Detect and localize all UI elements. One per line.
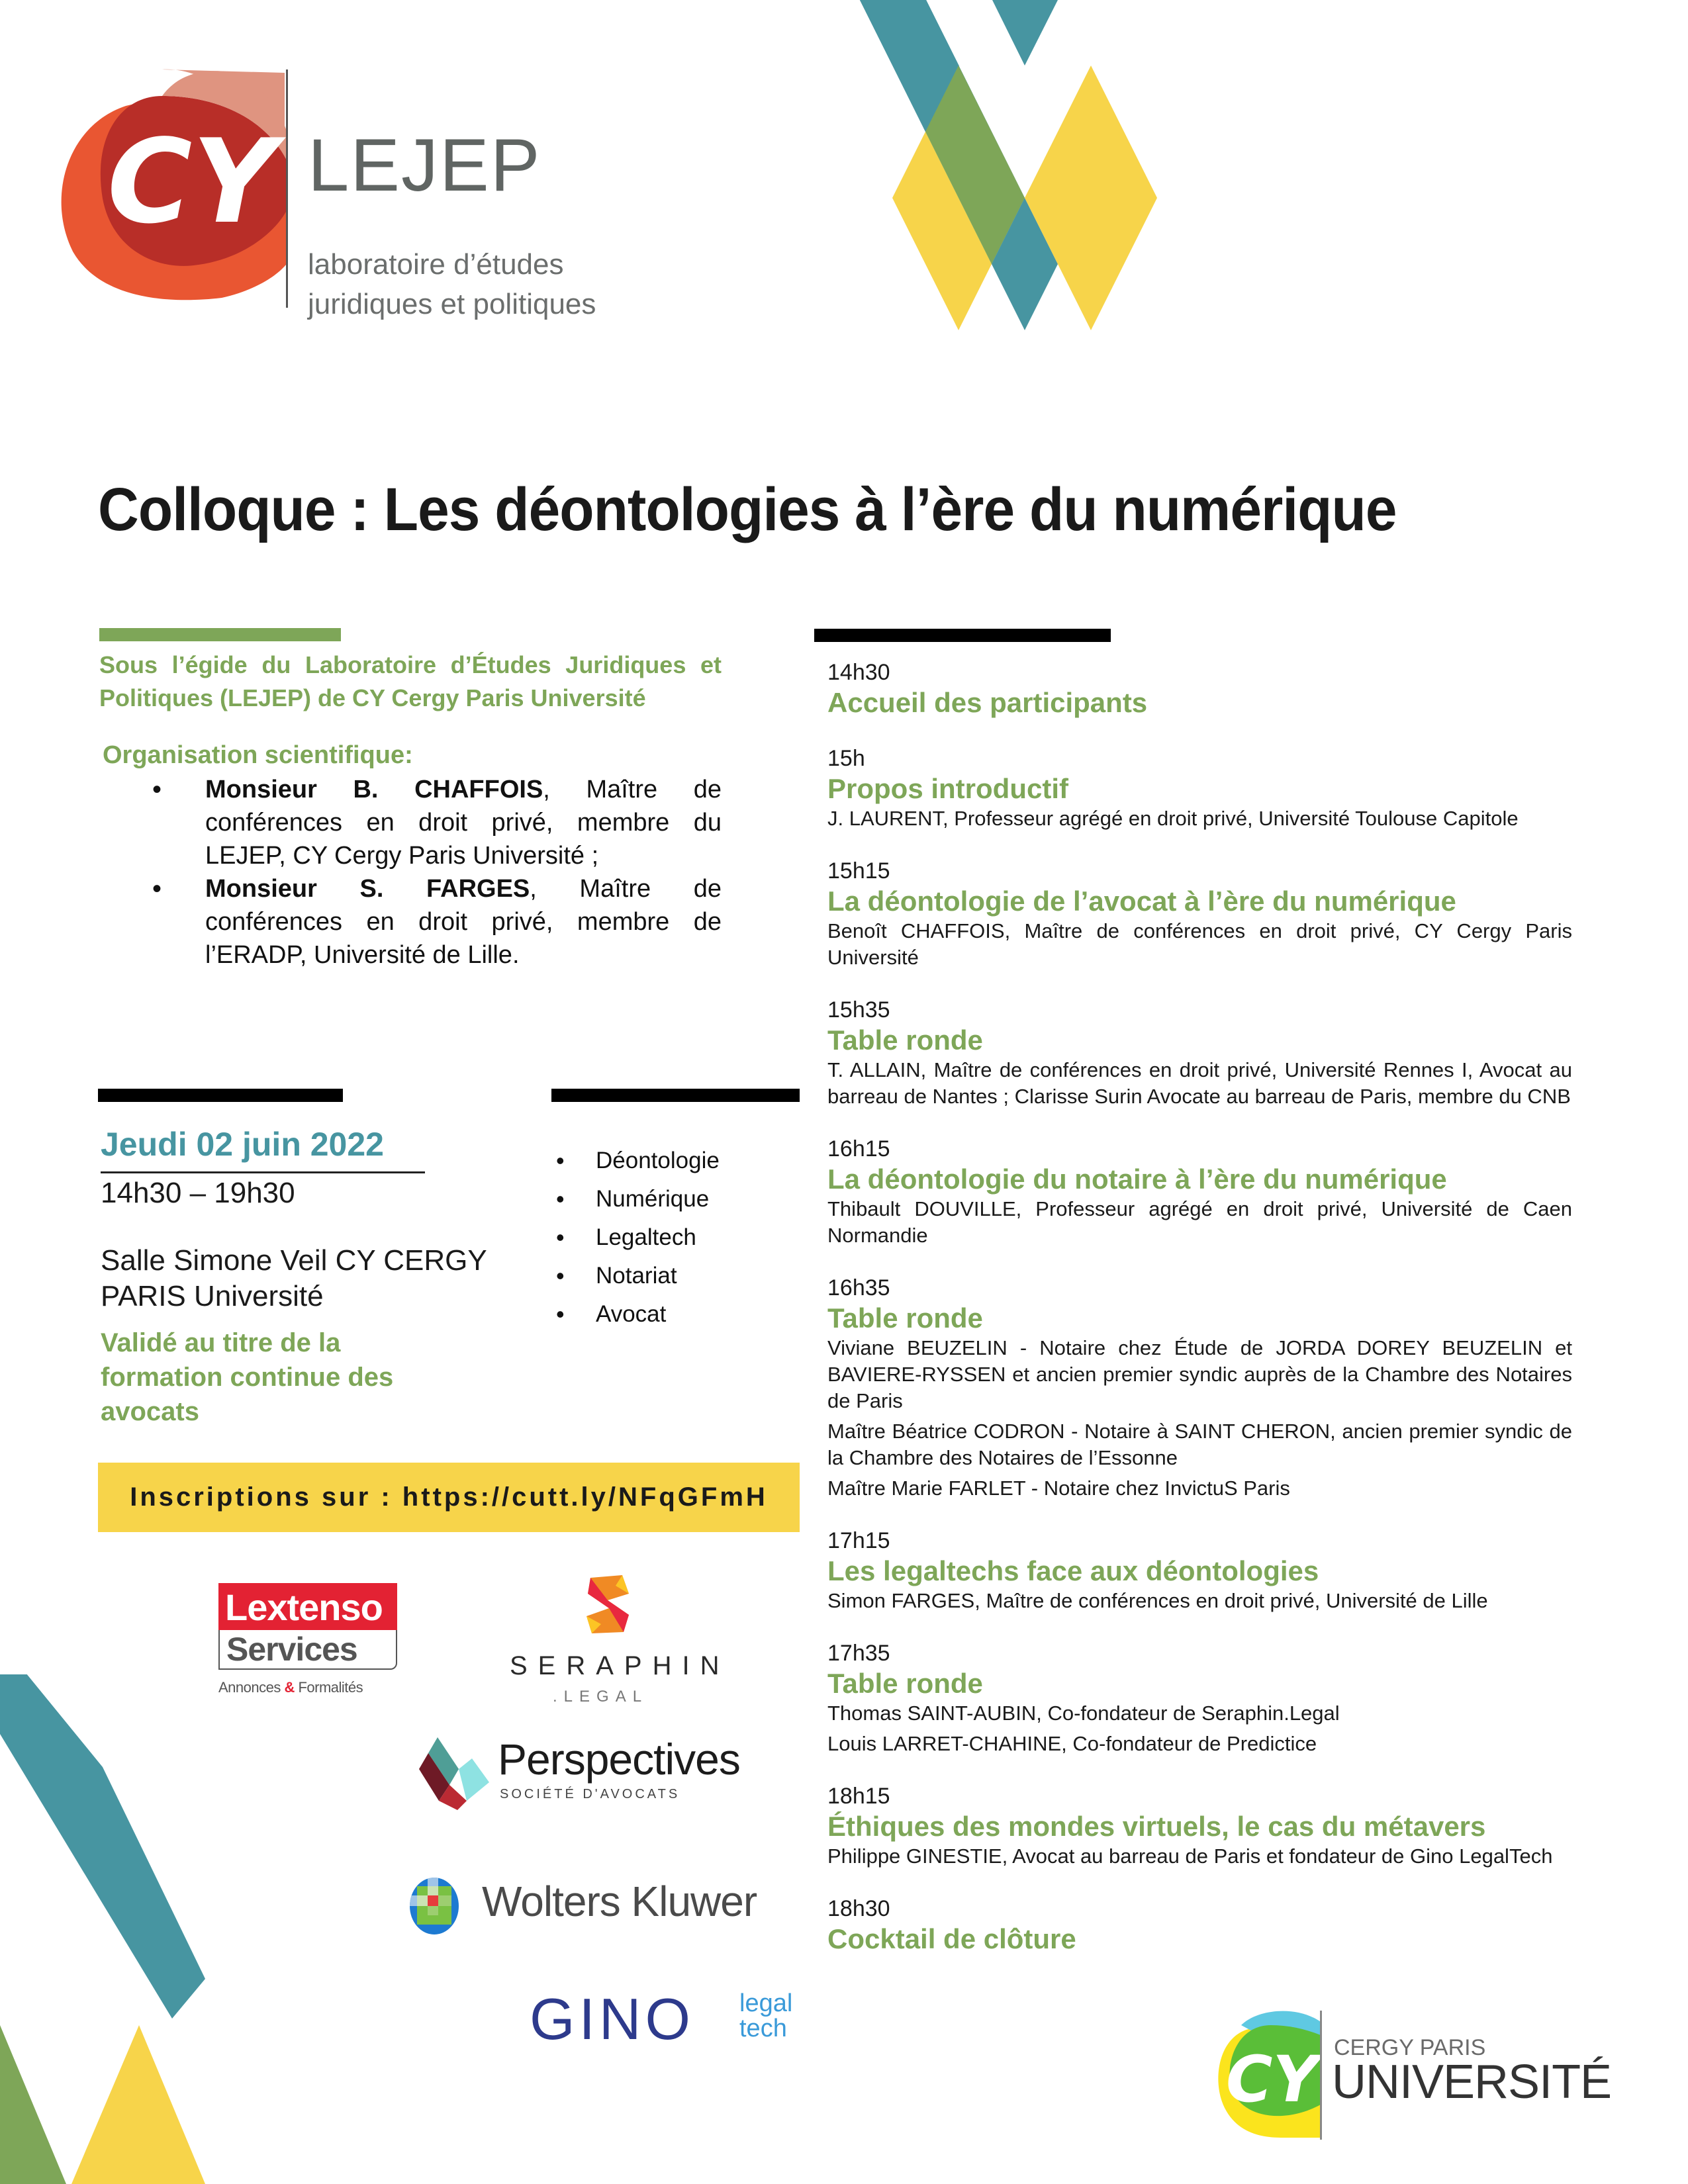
program-title: Table ronde	[827, 1668, 983, 1699]
program-title: La déontologie de l’avocat à l’ère du numérique	[827, 886, 1456, 917]
program-schedule	[827, 659, 1572, 1981]
program-speaker: Louis LARRET-CHAHINE, Co-fondateur de Predictice	[827, 1732, 1317, 1755]
program-speaker: Viviane BEUZELIN - Notaire chez Étude de JORDA DOREY BEUZELIN et BAVIERE-RYSSEN et ancien premier syndic auprès de la Chambre des Notaires de Paris	[827, 1336, 1572, 1412]
keyword-item: • Legaltech	[556, 1218, 720, 1257]
organiser-desc: , Maître de conférences en droit privé, membre de l’ERADP, Université de Lille.	[205, 875, 722, 969]
program-time: 17h15	[827, 1528, 890, 1553]
program-time: 17h35	[827, 1641, 890, 1666]
program-item	[827, 1135, 1572, 1249]
program-item	[827, 1527, 1572, 1614]
program-speaker: Maître Marie FARLET - Notaire chez InvictuS Paris	[827, 1477, 1290, 1500]
lextenso-services: Services	[218, 1630, 397, 1670]
lab-name-line2: juridiques et politiques	[308, 288, 596, 320]
program-speaker: T. ALLAIN, Maître de conférences en droit privé, Université Rennes I, Avocat au barreau de Nantes ; Clarisse Surin Avocate au barreau de Paris, membre du CNB	[827, 1058, 1572, 1108]
lab-acronym: LEJEP	[308, 124, 541, 206]
program-time: 18h30	[827, 1896, 890, 1921]
organiser-item	[152, 872, 722, 972]
organiser-name: Monsieur B. CHAFFOIS	[205, 776, 543, 803]
lab-name-line1: laboratoire d’études	[308, 248, 564, 281]
seraphin-s-icon	[583, 1574, 635, 1635]
date-underline	[101, 1171, 425, 1173]
organisation-title: Organisation scientifique:	[103, 741, 413, 769]
program-title: Table ronde	[827, 1024, 983, 1056]
lextenso-tagline: Annonces & Formalités	[218, 1679, 363, 1696]
program-time: 15h	[827, 746, 865, 771]
gino-legal: legal	[739, 1989, 793, 2017]
teal-chevron-top	[992, 0, 1058, 66]
keyword-item: • Notariat	[556, 1257, 720, 1295]
program-speaker: J. LAURENT, Professeur agrégé en droit privé, Université Toulouse Capitole	[827, 807, 1519, 830]
yellow-triangle	[71, 2025, 205, 2184]
program-title: Accueil des participants	[827, 687, 1148, 718]
perspectives-tagline: SOCIÉTÉ D'AVOCATS	[500, 1787, 680, 1801]
program-item	[827, 857, 1572, 971]
event-hours: 14h30 – 19h30	[101, 1177, 295, 1209]
program-time: 16h35	[827, 1275, 890, 1300]
program-speaker: Thibault DOUVILLE, Professeur agrégé en droit privé, Université de Caen Normandie	[827, 1197, 1572, 1247]
program-item	[827, 1782, 1572, 1870]
program-speaker: Philippe GINESTIE, Avocat au barreau de Paris et fondateur de Gino LegalTech	[827, 1844, 1553, 1868]
cy-university-line1: CERGY PARIS	[1334, 2035, 1486, 2060]
wolters-kluwer-name: Wolters Kluwer	[482, 1878, 757, 1925]
program-item	[827, 1639, 1572, 1757]
lejep-logo-mark	[46, 66, 291, 311]
program-time: 14h30	[827, 660, 890, 685]
program-item	[827, 659, 1572, 719]
organiser-desc: , Maître de conférences en droit privé, membre du LEJEP, CY Cergy Paris Université ;	[205, 776, 722, 870]
keywords-list	[556, 1142, 720, 1334]
gino-name: GINO	[530, 1986, 694, 2052]
decorative-shapes-bottom	[0, 1674, 278, 2184]
program-speaker: Thomas SAINT-AUBIN, Co-fondateur de Seraphin.Legal	[827, 1702, 1340, 1725]
wolters-kluwer-globe-icon	[409, 1877, 462, 1935]
logo-divider	[286, 69, 288, 308]
program-time: 15h35	[827, 997, 890, 1023]
program-title: Propos introductif	[827, 773, 1068, 804]
lextenso-red-block: Lextenso	[218, 1583, 397, 1630]
organisers-list	[152, 773, 722, 972]
green-triangle	[0, 2025, 66, 2184]
program-title: Cocktail de clôture	[827, 1923, 1076, 1954]
program-speaker: Simon FARGES, Maître de conférences en droit privé, Université de Lille	[827, 1589, 1488, 1612]
gino-tech: tech	[739, 2015, 787, 2042]
page-title: Colloque : Les déontologies à l’ère du numérique	[98, 476, 1397, 543]
event-date: Jeudi 02 juin 2022	[101, 1126, 384, 1163]
perspectives-name: Perspectives	[498, 1735, 740, 1784]
keyword-item: • Déontologie	[556, 1142, 720, 1180]
organiser-name: Monsieur S. FARGES	[205, 875, 530, 903]
cy-university-line2: UNIVERSITÉ	[1332, 2056, 1612, 2109]
seraphin-name: SERAPHIN	[510, 1651, 730, 1680]
keyword-item: • Avocat	[556, 1295, 720, 1334]
perspectives-diamond-icon	[419, 1737, 498, 1810]
lextenso-logo	[218, 1583, 397, 1696]
program-title: Table ronde	[827, 1302, 983, 1334]
lab-name	[308, 245, 596, 324]
logo-cy-letters: CY	[107, 115, 277, 250]
program-title: Éthiques des mondes virtuels, le cas du métavers	[827, 1811, 1486, 1842]
black-accent-bar-program	[814, 629, 1111, 642]
program-time: 15h15	[827, 858, 890, 884]
black-accent-bar-keywords	[551, 1089, 800, 1102]
cy-logo-divider	[1320, 2011, 1322, 2140]
program-speaker: Maître Béatrice CODRON - Notaire à SAINT CHERON, ancien premier syndic de la Chambre des Notaires de l’Essonne	[827, 1420, 1572, 1469]
organiser-item	[152, 773, 722, 872]
black-accent-bar-date	[98, 1089, 343, 1102]
cy-letters: CY	[1226, 2042, 1319, 2116]
program-title: Les legaltechs face aux déontologies	[827, 1555, 1319, 1586]
green-accent-bar	[99, 628, 341, 641]
decorative-diamonds	[827, 0, 1688, 430]
program-time: 16h15	[827, 1136, 890, 1161]
registration-banner[interactable]: Inscriptions sur : https://cutt.ly/NFqGFmH	[98, 1463, 800, 1532]
event-venue: Salle Simone Veil CY CERGY PARIS Université	[101, 1244, 487, 1312]
program-title: La déontologie du notaire à l’ère du numérique	[827, 1163, 1447, 1195]
training-validation: Validé au titre de la formation continue des avocats	[101, 1328, 394, 1426]
program-item	[827, 996, 1572, 1110]
program-item	[827, 745, 1572, 832]
patronage-text: Sous l’égide du Laboratoire d’Études Juridiques et Politiques (LEJEP) de CY Cergy Paris Université	[99, 651, 722, 711]
keyword-item: • Numérique	[556, 1180, 720, 1218]
program-item	[827, 1895, 1572, 1956]
cy-university-logo-mark	[1211, 2009, 1324, 2141]
seraphin-suffix: .LEGAL	[553, 1688, 649, 1706]
program-time: 18h15	[827, 1784, 890, 1809]
program-speaker: Benoît CHAFFOIS, Maître de conférences en droit privé, CY Cergy Paris Université	[827, 919, 1572, 969]
teal-band-bottom	[0, 1674, 205, 2019]
program-item	[827, 1274, 1572, 1502]
